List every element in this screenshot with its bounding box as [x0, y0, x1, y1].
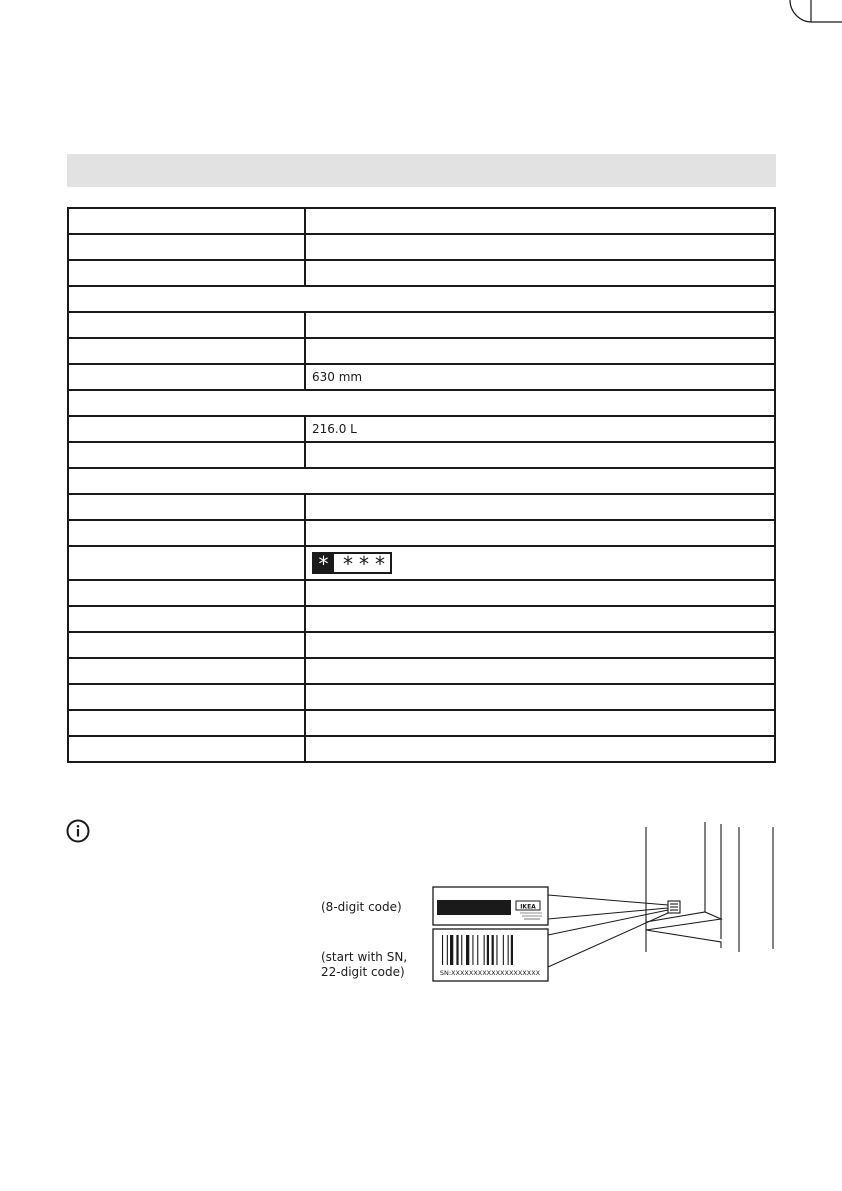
svg-text:*: *	[343, 552, 353, 574]
table-section-row	[68, 468, 775, 494]
table-row	[68, 520, 775, 546]
table-row	[68, 606, 775, 632]
section-title-cell	[68, 390, 775, 416]
value-cell: 630 mm	[305, 364, 775, 390]
value-cell	[305, 208, 775, 234]
section-header-band	[67, 154, 776, 187]
product-code-caption: (8-digit code)	[321, 900, 402, 914]
table-row	[68, 494, 775, 520]
label-cell	[68, 606, 305, 632]
value-cell	[305, 442, 775, 468]
svg-text:*: *	[375, 552, 385, 574]
barcode-bar	[503, 935, 504, 965]
table-row	[68, 684, 775, 710]
barcode-bar	[496, 935, 497, 965]
barcode-bar	[461, 935, 462, 965]
table-section-row	[68, 390, 775, 416]
value-cell	[305, 520, 775, 546]
barcode-bar	[477, 935, 478, 965]
serial-number-caption	[321, 950, 407, 980]
label-cell	[68, 520, 305, 546]
ikea-logo-text: IKEA	[520, 903, 536, 911]
barcode-bar	[511, 935, 513, 965]
label-cell	[68, 312, 305, 338]
label-cell	[68, 684, 305, 710]
serial-number-text: SN:XXXXXXXXXXXXXXXXXXXX	[439, 969, 541, 977]
rating-label-location-diagram	[430, 822, 780, 987]
product-code-label	[433, 887, 548, 925]
serial-number-label	[433, 929, 548, 981]
barcode-bar	[492, 935, 494, 965]
four-star-freezer-rating-icon	[312, 552, 392, 574]
table-row	[68, 208, 775, 234]
value-cell	[305, 658, 775, 684]
page-corner-arc	[0, 0, 842, 100]
value-cell	[305, 606, 775, 632]
barcode-bar	[447, 935, 448, 965]
table-row	[68, 710, 775, 736]
label-cell	[68, 442, 305, 468]
value-cell	[305, 632, 775, 658]
value-cell	[305, 580, 775, 606]
label-cell	[68, 736, 305, 762]
value-cell	[305, 684, 775, 710]
label-cell	[68, 338, 305, 364]
table-section-row	[68, 286, 775, 312]
label-cell	[68, 208, 305, 234]
label-cell	[68, 710, 305, 736]
barcode-bar	[487, 935, 489, 965]
table-row	[68, 580, 775, 606]
table-row	[68, 338, 775, 364]
table-row	[68, 312, 775, 338]
value-cell	[305, 494, 775, 520]
section-title-cell	[68, 468, 775, 494]
value-cell	[305, 312, 775, 338]
table-row	[68, 546, 775, 580]
barcode-bar	[508, 935, 509, 965]
svg-text:*: *	[359, 552, 369, 574]
svg-text:*: *	[318, 552, 329, 574]
value-cell	[305, 338, 775, 364]
table-row	[68, 416, 775, 442]
barcode-bar	[466, 935, 469, 965]
label-cell	[68, 580, 305, 606]
serial-caption-line-2: 22-digit code)	[321, 965, 405, 979]
label-cell	[68, 658, 305, 684]
label-cell	[68, 260, 305, 286]
barcode-bar	[456, 935, 458, 965]
table-row	[68, 736, 775, 762]
table-row	[68, 260, 775, 286]
label-cell	[68, 494, 305, 520]
barcode-bar	[472, 935, 473, 965]
label-cell	[68, 364, 305, 390]
value-cell	[305, 234, 775, 260]
value-cell: 216.0 L	[305, 416, 775, 442]
value-cell	[305, 260, 775, 286]
table-row	[68, 658, 775, 684]
label-cell	[68, 416, 305, 442]
table-row	[68, 442, 775, 468]
value-cell	[305, 710, 775, 736]
table-row	[68, 364, 775, 390]
barcode-bar	[442, 935, 443, 965]
specification-table	[67, 207, 776, 763]
label-cell	[68, 546, 305, 580]
label-cell	[68, 234, 305, 260]
cabinet-drawing	[646, 822, 773, 952]
value-cell	[305, 736, 775, 762]
serial-caption-line-1: (start with SN,	[321, 950, 408, 964]
table-row	[68, 234, 775, 260]
barcode-bar	[484, 935, 485, 965]
label-cell	[68, 632, 305, 658]
barcode-bar	[450, 935, 453, 965]
section-title-cell	[68, 286, 775, 312]
info-icon	[66, 819, 90, 843]
value-cell	[305, 546, 775, 580]
table-row	[68, 632, 775, 658]
